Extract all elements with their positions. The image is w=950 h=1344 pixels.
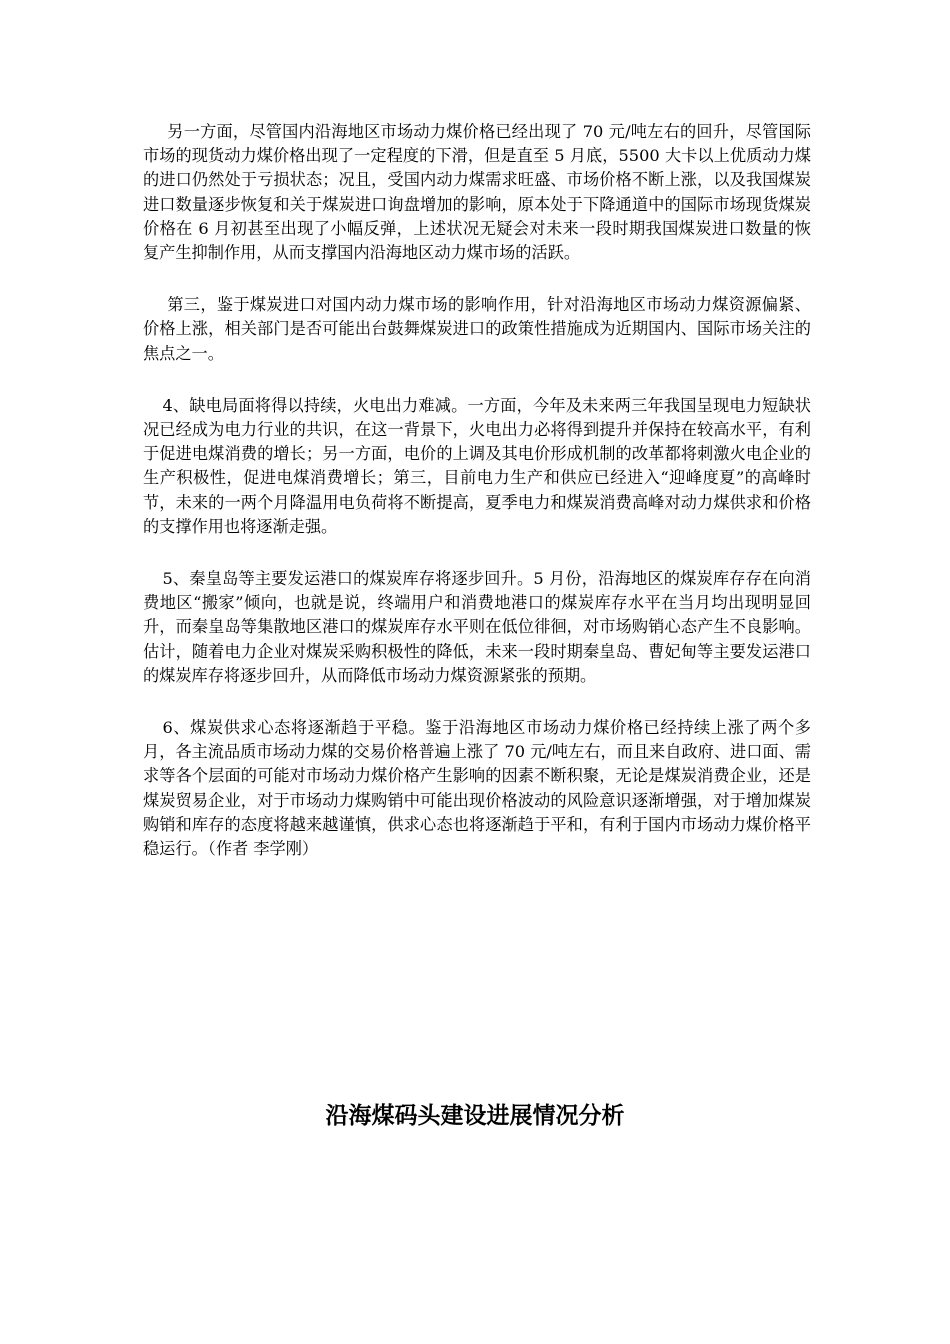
paragraph-1: 另一方面，尽管国内沿海地区市场动力煤价格已经出现了 70 元/吨左右的回升，尽管国际市场的现货动力煤价格出现了一定程度的下滑，但是直至 5 月底，5500 大卡以上优质动力煤的进口仍然处于亏损状态；况且，受国内动力煤需求旺盛、市场价格不断上涨，以及我国煤炭进口数量逐步恢复和关于煤炭进口询盘增加的影响，原本处于下降通道中的国际市场现货煤炭价格在 6 月初甚至出现了小幅反弹，上述状况无疑会对未来一段时期我国煤炭进口数量的恢复产生抑制作用，从而支撑国内沿海地区动力煤市场的活跃。 bbox=[143, 122, 811, 263]
section-title: 沿海煤码头建设进展情况分析 bbox=[325, 1102, 625, 1129]
paragraph-2: 第三，鉴于煤炭进口对国内动力煤市场的影响作用，针对沿海地区市场动力煤资源偏紧、价格上涨，相关部门是否可能出台鼓舞煤炭进口的政策性措施成为近期国内、国际市场关注的焦点之一。 bbox=[143, 295, 811, 363]
paragraph-3: 4、缺电局面将得以持续，火电出力难减。一方面，今年及未来两三年我国呈现电力短缺状况已经成为电力行业的共识，在这一背景下，火电出力必将得到提升并保持在较高水平，有利于促进电煤消费的增长；另一方面，电价的上调及其电价形成机制的改革都将刺激火电企业的生产积极性，促进电煤消费增长；第三，目前电力生产和供应已经进入“迎峰度夏”的高峰时节，未来的一两个月降温用电负荷将不断提高，夏季电力和煤炭消费高峰对动力煤供求和价格的支撑作用也将逐渐走强。 bbox=[143, 395, 811, 536]
paragraph-4: 5、秦皇岛等主要发运港口的煤炭库存将逐步回升。5 月份，沿海地区的煤炭库存存在向消费地区“搬家”倾向，也就是说，终端用户和消费地港口的煤炭库存水平在当月均出现明显回升，而秦皇岛等集散地区港口的煤炭库存水平则在低位徘徊，对市场购销心态产生不良影响。估计，随着电力企业对煤炭采购积极性的降低，未来一段时期秦皇岛、曹妃甸等主要发运港口的煤炭库存将逐步回升，从而降低市场动力煤资源紧张的预期。 bbox=[143, 569, 811, 685]
document-body bbox=[143, 120, 811, 889]
paragraph-5: 6、煤炭供求心态将逐渐趋于平稳。鉴于沿海地区市场动力煤价格已经持续上涨了两个多月，各主流品质市场动力煤的交易价格普遍上涨了 70 元/吨左右，而且来自政府、进口面、需求等各个层面的可能对市场动力煤价格产生影响的因素不断积聚，无论是煤炭消费企业，还是煤炭贸易企业，对于市场动力煤购销中可能出现价格波动的风险意识逐渐增强，对于增加煤炭购销和库存的态度将越来越谨慎，供求心态也将逐渐趋于平和，有利于国内市场动力煤价格平稳运行。（作者 李学刚） bbox=[143, 718, 811, 859]
